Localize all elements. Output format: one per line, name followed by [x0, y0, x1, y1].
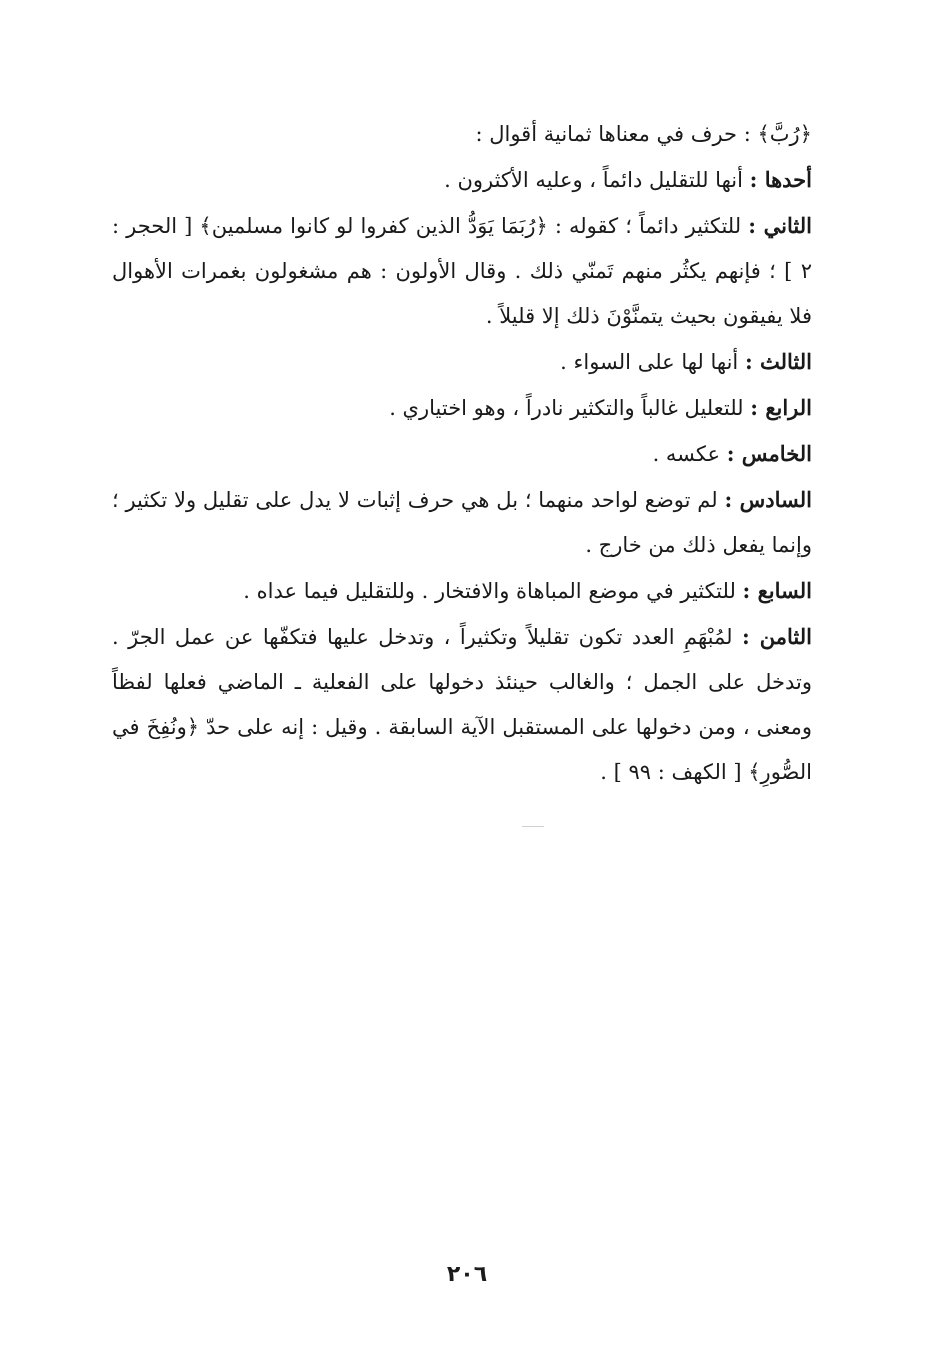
paragraph-eighth: [112, 614, 812, 795]
heading-fourth: الرابع :: [750, 395, 812, 420]
scan-mark: [522, 826, 544, 827]
main-text: [112, 112, 812, 795]
text-fifth: عكسه .: [652, 442, 727, 466]
heading-second: الثاني :: [748, 213, 812, 238]
text-second: للتكثير دائماً ؛ كقوله : ﴿رُبَمَا يَوَدُّ الذين كفروا لو كانوا مسلمين﴾ [ الحجر : ٢ ] ؛ فإنهم يكثُر منهم تَمنّي ذلك . وقال الأولون : هم مشغولون بغمرات الأهوال فلا يفيقون بحيث يتمنَّوْنَ ذلك إلا قليلاً .: [112, 214, 812, 328]
heading-third: الثالث :: [744, 349, 812, 374]
paragraph-second: [112, 203, 812, 339]
text-third: أنها لها على السواء .: [560, 350, 745, 374]
text-seventh: للتكثير في موضع المباهاة والافتخار . وللتقليل فيما عداه .: [243, 579, 743, 603]
heading-eighth: الثامن :: [741, 624, 812, 649]
text-first: أنها للتقليل دائماً ، وعليه الأكثرون .: [444, 168, 750, 192]
intro-paragraph: [112, 112, 812, 157]
heading-sixth: السادس :: [724, 487, 812, 512]
text-fourth: للتعليل غالباً والتكثير نادراً ، وهو اختياري .: [389, 396, 751, 420]
paragraph-fourth: [112, 385, 812, 431]
heading-seventh: السابع :: [742, 578, 812, 603]
heading-fifth: الخامس :: [726, 441, 812, 466]
paragraph-first: [112, 157, 812, 203]
page-number: ٢٠٦: [446, 1262, 488, 1287]
text-sixth: لم توضع لواحد منهما ؛ بل هي حرف إثبات لا يدل على تقليل ولا تكثير ؛ وإنما يفعل ذلك من خارج .: [112, 488, 812, 557]
text-eighth: لمُبْهَمِ العدد تكون تقليلاً وتكثيراً ، وتدخل عليها فتكفّها عن عمل الجرّ . وتدخل على الجمل ؛ والغالب حينئذ دخولها على الفعلية ـ الماضي فعلها لفظاً ومعنى ، ومن دخولها على المستقبل الآية السابقة . وقيل : إنه على حدّ ﴿ونُفِخَ في الصُّورِ﴾ [ الكهف : ٩٩ ] .: [112, 625, 812, 784]
heading-first: أحدها :: [749, 167, 812, 192]
paragraph-fifth: [112, 431, 812, 477]
intro-text: ﴿رُبَّ﴾ : حرف في معناها ثمانية أقوال :: [475, 122, 812, 146]
paragraph-sixth: [112, 477, 812, 568]
paragraph-seventh: [112, 568, 812, 614]
paragraph-third: [112, 339, 812, 385]
